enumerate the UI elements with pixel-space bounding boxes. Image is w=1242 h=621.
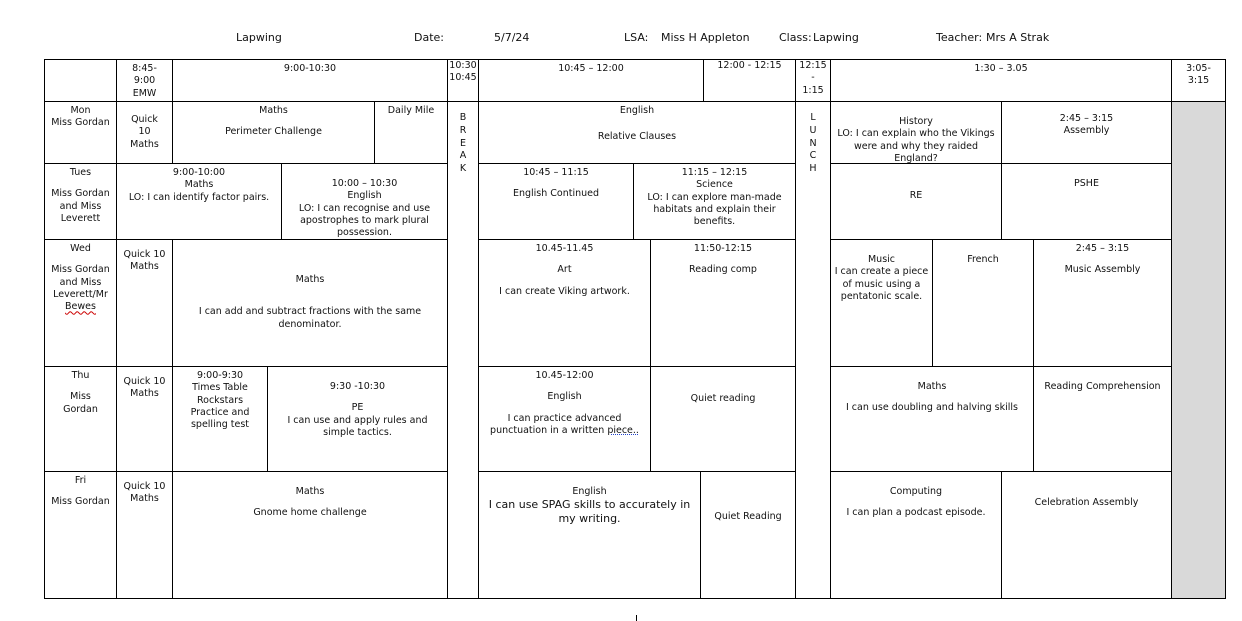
day-label-fri: Fri Miss Gordan	[44, 471, 117, 599]
wed-maths: Maths I can add and subtract fractions with the same denominator.	[172, 239, 448, 367]
lsa-value: Miss H Appleton	[661, 31, 750, 44]
class-value: Lapwing	[813, 31, 859, 44]
time-header-morning: 9:00-10:30	[172, 59, 448, 102]
timetable-grid	[44, 59, 1226, 599]
wed-reading-comp: 11:50-12:15 Reading comp	[650, 239, 796, 367]
thu-english: 10.45-12:00 English I can practice advanced punctuation in a written piece..	[478, 366, 651, 472]
lunch-column: L U N C H	[795, 101, 831, 599]
class-title: Lapwing	[236, 31, 282, 44]
time-header-afternoon: 1:30 – 3.05	[830, 59, 1172, 102]
day-label-mon: Mon Miss Gordan	[44, 101, 117, 164]
mon-maths: Maths Perimeter Challenge	[172, 101, 375, 164]
tue-re: RE	[830, 163, 1002, 240]
fri-computing: Computing I can plan a podcast episode.	[830, 471, 1002, 599]
wed-art: 10.45-11.45 Art I can create Viking artwork.	[478, 239, 651, 367]
wed-music-assembly: 2:45 – 3:15 Music Assembly	[1033, 239, 1172, 367]
date-label: Date:	[414, 31, 444, 44]
corner-cell	[44, 59, 117, 102]
mon-assembly: 2:45 – 3:15 Assembly	[1001, 101, 1172, 164]
thu-quick-maths: Quick 10 Maths	[116, 366, 173, 472]
thu-quiet-reading: Quiet reading	[650, 366, 796, 472]
end-column-shaded	[1171, 101, 1226, 599]
fri-quiet-reading: Quiet Reading	[700, 471, 796, 599]
time-header-midmorning: 10:45 – 12:00	[478, 59, 704, 102]
page-mark	[636, 615, 637, 621]
teacher-label: Teacher:	[936, 31, 983, 44]
fri-quick-maths: Quick 10 Maths	[116, 471, 173, 599]
thu-pe: 9:30 -10:30 PE I can use and apply rules and simple tactics.	[267, 366, 448, 472]
mon-english: English Relative Clauses	[478, 101, 796, 164]
time-header-break: 10:30 10:45	[447, 59, 479, 102]
fri-celebration-assembly: Celebration Assembly	[1001, 471, 1172, 599]
tue-pshe: PSHE	[1001, 163, 1172, 240]
mon-daily-mile: Daily Mile	[374, 101, 448, 164]
date-value: 5/7/24	[494, 31, 530, 44]
time-header-late-morning: 12:00 - 12:15	[703, 59, 796, 102]
class-label: Class:	[779, 31, 812, 44]
fri-maths: Maths Gnome home challenge	[172, 471, 448, 599]
time-header-lunch: 12:15 - 1:15	[795, 59, 831, 102]
teacher-value: Mrs A Strak	[986, 31, 1050, 44]
wed-quick-maths: Quick 10 Maths	[116, 239, 173, 367]
time-header-end: 3:05- 3:15	[1171, 59, 1226, 102]
thu-reading-comprehension: Reading Comprehension	[1033, 366, 1172, 472]
thu-maths: Maths I can use doubling and halving skills	[830, 366, 1034, 472]
tue-science: 11:15 – 12:15 Science LO: I can explore man-made habitats and explain their benefits.	[633, 163, 796, 240]
fri-english: English I can use SPAG skills to accurately in my writing.	[478, 471, 701, 599]
time-header-early: 8:45- 9:00 EMW	[116, 59, 173, 102]
day-label-tue: Tues Miss Gordan and Miss Leverett	[44, 163, 117, 240]
thu-ttrs: 9:00-9:30 Times Table Rockstars Practice and spelling test	[172, 366, 268, 472]
wed-music: Music I can create a piece of music using a pentatonic scale.	[830, 239, 933, 367]
break-column: B R E A K	[447, 101, 479, 599]
tue-maths: 9:00-10:00 Maths LO: I can identify factor pairs.	[116, 163, 282, 240]
mon-history: History LO: I can explain who the Vikings were and why they raided England?	[830, 101, 1002, 164]
mon-quick-maths: Quick 10 Maths	[116, 101, 173, 164]
lsa-label: LSA:	[624, 31, 649, 44]
wed-french: French	[932, 239, 1034, 367]
tue-english: 10:00 – 10:30 English LO: I can recognise and use apostrophes to mark plural possession.	[281, 163, 448, 240]
day-label-wed: Wed Miss Gordan and Miss Leverett/Mr Bewes	[44, 239, 117, 367]
day-label-thu: Thu Miss Gordan	[44, 366, 117, 472]
tue-english-continued: 10:45 – 11:15 English Continued	[478, 163, 634, 240]
